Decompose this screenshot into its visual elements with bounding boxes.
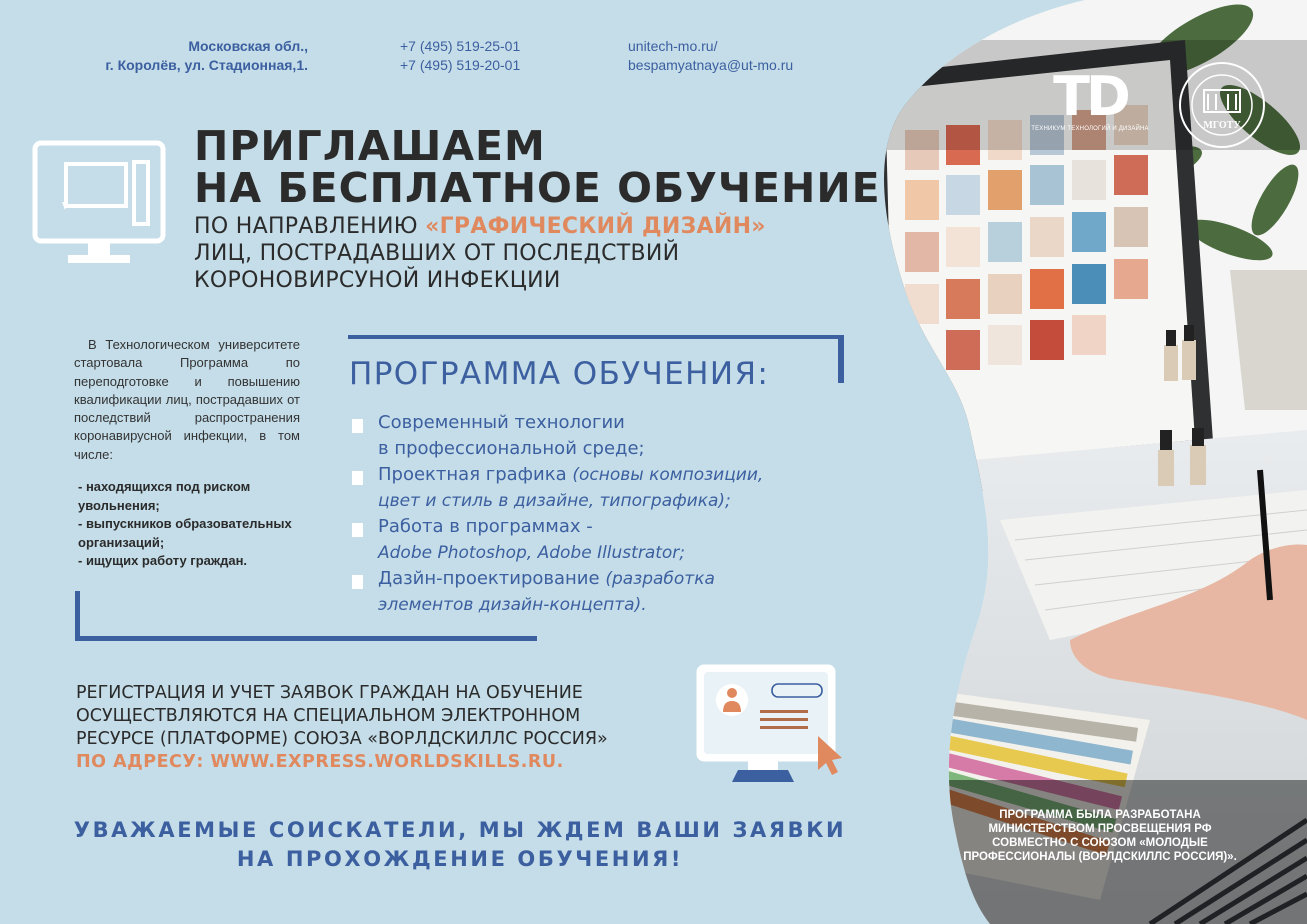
program-list — [350, 410, 763, 618]
intro-text: В Технологическом университете стартовала Программа по переподготовке и повышению квалификации лиц, пострадавших от последствий распространения коронавирусной инфекции, в том числе: — [74, 337, 300, 462]
phone-1[interactable]: +7 (495) 519-25-01 — [400, 38, 521, 54]
subheadline-line-2: ЛИЦ, ПОСТРАДАВШИХ ОТ ПОСЛЕДСТВИЙ — [194, 241, 680, 266]
subheadline-line-3: КОРОНОВИРСУНОЙ ИНФЕКЦИИ — [194, 268, 561, 293]
phones — [400, 37, 520, 75]
program-item-note: (основы композиции, — [572, 465, 764, 485]
td-logo-caption: ТЕХНИКУМ ТЕХНОЛОГИЙ И ДИЗАЙНА — [1031, 126, 1149, 132]
address-line-2: г. Королёв, ул. Стадионная,1. — [105, 57, 308, 73]
registration-line-3: РЕСУРСЕ (ПЛАТФОРМЕ) СОЮЗА «ВОРЛДСКИЛЛС РОССИЯ» — [76, 729, 608, 749]
phone-2[interactable]: +7 (495) 519-20-01 — [400, 57, 521, 73]
td-logo-mark: TD — [1053, 65, 1127, 128]
registration-url[interactable]: ПО АДРЕСУ: WWW.EXPRESS.WORLDSKILLS.RU. — [76, 752, 564, 772]
program-item-note: цвет и стиль в дизайне, типографика); — [378, 491, 731, 511]
headline-line-1: ПРИГЛАШАЕМ — [194, 122, 546, 170]
program-item — [350, 410, 763, 462]
registration-line-1: РЕГИСТРАЦИЯ И УЧЕТ ЗАЯВОК ГРАЖДАН НА ОБУЧЕНИЕ — [76, 683, 583, 703]
program-item — [350, 566, 763, 618]
bullet-icon — [352, 575, 363, 589]
target-list — [78, 478, 308, 571]
headline-line-2: НА БЕСПЛАТНОЕ ОБУЧЕНИЕ — [194, 164, 881, 212]
registration-block — [76, 682, 608, 774]
program-title: ПРОГРАММА ОБУЧЕНИЯ: — [349, 356, 770, 392]
frame-right-line — [838, 335, 844, 383]
bullet-icon — [352, 523, 363, 537]
address — [60, 37, 308, 75]
registration-monitor-icon — [696, 664, 848, 790]
footnote-line-2: МИНИСТЕРСТВОМ ПРОСВЕЩЕНИЯ РФ — [988, 823, 1212, 835]
address-line-1: Московская обл., — [188, 38, 308, 54]
site-link[interactable]: unitech-mo.ru/ — [628, 38, 718, 54]
program-item-text: Дазйн-проектирование — [378, 568, 606, 589]
university-seal-logo — [1172, 60, 1272, 150]
email-link[interactable]: bespamyatnaya@ut-mo.ru — [628, 57, 794, 73]
program-item-text: в профессиональной среде; — [378, 438, 645, 459]
direction-accent: «ГРАФИЧЕСКИЙ ДИЗАЙН» — [425, 214, 766, 239]
program-item-note: Adobe Photoshop, Adobe Illustrator; — [378, 543, 686, 563]
program-item-note: элементов дизайн-концепта). — [378, 595, 647, 615]
list-item: - выпускников образовательных организаций; — [78, 516, 292, 550]
appeal-line-1: УВАЖАЕМЫЕ СОИСКАТЕЛИ, МЫ ЖДЕМ ВАШИ ЗАЯВКИ — [73, 818, 847, 842]
footnote-line-4: ПРОФЕССИОНАЛЫ (ВОРЛДСКИЛЛС РОССИЯ)». — [963, 851, 1237, 863]
program-item-text: Работа в программах - — [378, 516, 593, 537]
program-item — [350, 514, 763, 566]
list-item: - ищущих работу граждан. — [78, 553, 248, 569]
td-logo — [1030, 65, 1150, 132]
footnote-line-3: СОВМЕСТНО С СОЮЗОМ «МОЛОДЫЕ — [992, 837, 1208, 849]
program-item-note: (разработка — [605, 569, 715, 589]
footnote — [940, 808, 1260, 864]
bullet-icon — [352, 471, 363, 485]
bullet-icon — [352, 419, 363, 433]
university-seal-abbr: МГОТУ — [1203, 120, 1241, 131]
list-item: - находящихся под риском увольнения; — [78, 479, 251, 513]
program-item-text: Современный технологии — [378, 412, 625, 433]
program-item — [350, 462, 763, 514]
appeal-line-2: НА ПРОХОЖДЕНИЕ ОБУЧЕНИЯ! — [236, 847, 684, 871]
frame-left-line — [75, 591, 80, 641]
registration-line-2: ОСУЩЕСТВЛЯЮТСЯ НА СПЕЦИАЛЬНОМ ЭЛЕКТРОННОМ — [76, 706, 581, 726]
direction-prefix: ПО НАПРАВЛЕНИЮ — [194, 214, 426, 239]
frame-top-line — [348, 335, 844, 339]
program-item-text: Проектная графика — [378, 464, 573, 485]
web-contacts — [628, 37, 793, 75]
footnote-line-1: ПРОГРАММА БЫЛА РАЗРАБОТАНА — [999, 809, 1201, 821]
monitor-icon — [32, 140, 166, 268]
frame-bottom-line — [75, 636, 537, 641]
appeal-text — [60, 816, 860, 874]
subheadline-direction — [194, 214, 766, 240]
